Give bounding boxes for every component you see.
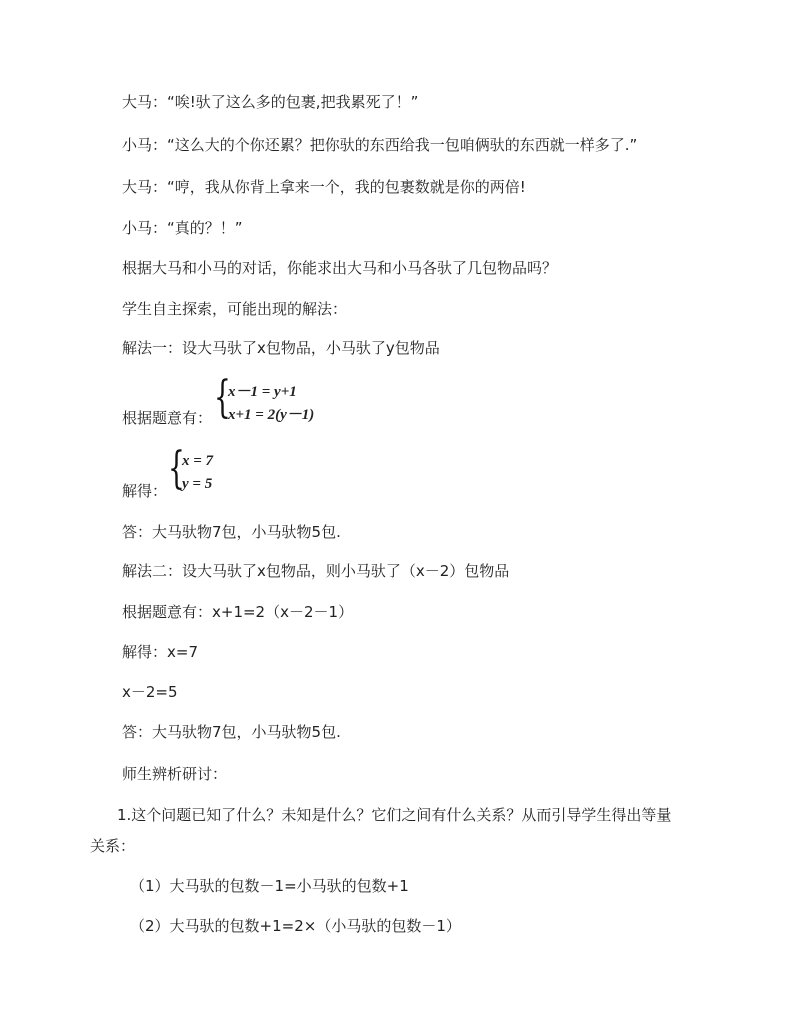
solution-system [168,443,238,495]
brace-icon: { [214,372,231,423]
method2-answer: 答：大马驮物7包，小马驮物5包. [122,723,341,741]
dialogue-line-4 [122,218,243,238]
equation-system [214,372,344,424]
method2-derive: x－2=5 [122,683,178,701]
method2-setup: 解法二：设大马驮了x包物品，则小马驮了（x－2）包物品 [122,562,510,580]
method1-setup: 解法一：设大马驮了x包物品，小马驮了y包物品 [122,339,440,357]
discussion-point-1: 1.这个问题已知了什么？未知是什么？它们之间有什么关系？从而引导学生得出等量 [117,806,672,824]
speaker: 小马： [122,219,168,237]
method2-solve: 解得：x=7 [122,643,198,661]
speaker: 大马： [122,178,168,196]
method1-sol-label: 解得： [122,482,168,500]
speaker: 小马： [122,136,168,154]
relation-2: （2）大马驮的包数+1=2×（小马驮的包数－1） [130,917,461,935]
method1-eq-label: 根据题意有： [122,409,213,427]
dialogue-line-2 [122,135,637,155]
solution-1: x = 7 [182,453,214,469]
dialogue-text: “这么大的个你还累？把你驮的东西给我一包咱俩驮的东西就一样多了.” [167,136,638,154]
dialogue-text: “哼，我从你背上拿来一个，我的包裹数就是你的两倍! [167,178,526,196]
explore-text: 学生自主探索，可能出现的解法： [122,300,348,318]
equation-2: x+1 = 2(y－1) [228,407,315,423]
question-text: 根据大马和小马的对话，你能求出大马和小马各驮了几包物品吗？ [122,259,558,277]
dialogue-text: “真的？！” [167,219,243,237]
discussion-heading: 师生辨析研讨： [122,765,228,783]
dialogue-line-1 [122,92,418,112]
equation-1: x－1 = y+1 [228,384,297,400]
method2-equation: 根据题意有：x+1=2（x－2－1） [122,603,354,621]
discussion-point-1-cont: 关系： [90,837,136,855]
dialogue-line-3 [122,177,526,197]
method1-answer: 答：大马驮物7包，小马驮物5包. [122,523,341,541]
solution-2: y = 5 [182,476,213,492]
relation-1: （1）大马驮的包数－1=小马驮的包数+1 [130,877,409,895]
brace-icon: { [168,443,185,494]
dialogue-text: “唉!驮了这么多的包裹,把我累死了！” [167,93,419,111]
speaker: 大马： [122,93,168,111]
